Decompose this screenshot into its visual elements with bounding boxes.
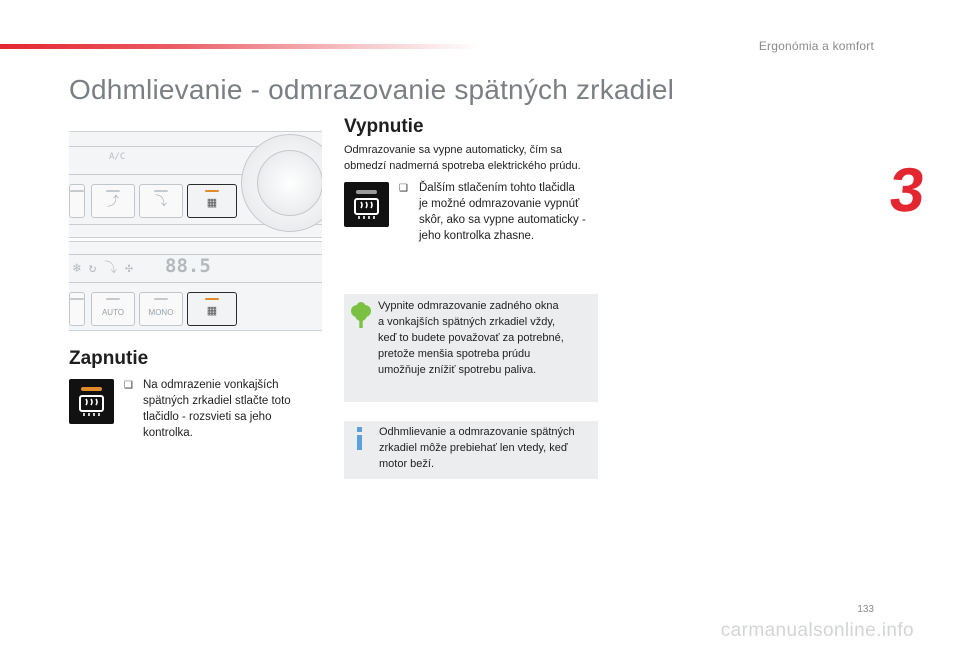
bullet-icon: ❑ bbox=[124, 380, 133, 391]
watermark: carmanualsonline.info bbox=[720, 620, 914, 641]
panel-button bbox=[69, 292, 85, 326]
mirror-defrost-icon bbox=[69, 379, 114, 424]
chapter-number: 3 bbox=[886, 156, 929, 225]
mirror-defrost-button-on-icon bbox=[69, 379, 114, 424]
mirror-defrost-button-off-icon bbox=[344, 182, 389, 227]
airflow-icon: ⤵ bbox=[154, 194, 167, 208]
info-icon bbox=[354, 427, 366, 451]
zapnutie-instructions: Na odmrazenie vonkajších spätných zrkadiel stlačte toto tlačidlo - rozsvieti sa jeho kontrolka. bbox=[143, 379, 291, 439]
chapter-title: Ergonómia a komfort bbox=[758, 39, 874, 53]
mirror-defrost-icon bbox=[344, 182, 389, 227]
mirror-demist-button-bottom bbox=[187, 292, 237, 326]
section-heading-zapnutie: Zapnutie bbox=[69, 348, 149, 369]
page-number: 133 bbox=[857, 604, 874, 615]
mirror-demist-button-top bbox=[187, 184, 237, 218]
header-accent-bar bbox=[0, 44, 480, 49]
vypnutie-instructions: Ďalším stlačením tohto tlačidla je možné odmrazovanie vypnúť skôr, ako sa vypne automaticky - jeho kontrolka zhasne. bbox=[419, 182, 586, 242]
mirror-defrost-icon: ▦ bbox=[206, 197, 218, 209]
temperature-display: 88.5 bbox=[165, 255, 211, 277]
info-note-box bbox=[344, 421, 598, 479]
bullet-icon: ❑ bbox=[399, 183, 408, 194]
panel-button bbox=[69, 184, 85, 218]
section-heading-vypnutie: Vypnutie bbox=[344, 116, 424, 137]
eco-tree-icon bbox=[350, 302, 372, 330]
info-note-text: Odhmlievanie a odmrazovanie spätných zrkadiel môže prebiehať len vtedy, keď motor beží. bbox=[379, 426, 575, 470]
page-title: Odhmlievanie - odmrazovanie spätných zrkadiel bbox=[69, 74, 675, 105]
panel-button-feet bbox=[139, 184, 183, 218]
fan-mode-icons: ❄ ↻ ⤵ ✣ bbox=[73, 261, 133, 276]
ac-label: A/C bbox=[109, 152, 126, 162]
mono-button: MONO bbox=[139, 292, 183, 326]
panel-button-windscreen bbox=[91, 184, 135, 218]
mirror-defrost-icon: ▦ bbox=[206, 305, 218, 317]
auto-button: AUTO bbox=[91, 292, 135, 326]
vypnutie-intro: Odmrazovanie sa vypne automaticky, čím sa obmedzí nadmerná spotreba elektrického prúdu. bbox=[344, 144, 581, 172]
eco-tip-box bbox=[344, 294, 598, 402]
eco-tip-text: Vypnite odmrazovanie zadného okna a vonkajších spätných zrkadiel vždy, keď to budete považovať za potrebné, pretože menšia spotreba prúdu umožňuje znížiť spotrebu paliva. bbox=[378, 300, 564, 376]
control-panel-image-bottom bbox=[69, 241, 322, 331]
airflow-icon: ⤴ bbox=[106, 194, 119, 208]
control-knob-inner bbox=[257, 150, 322, 216]
control-panel-image-top bbox=[69, 131, 322, 238]
